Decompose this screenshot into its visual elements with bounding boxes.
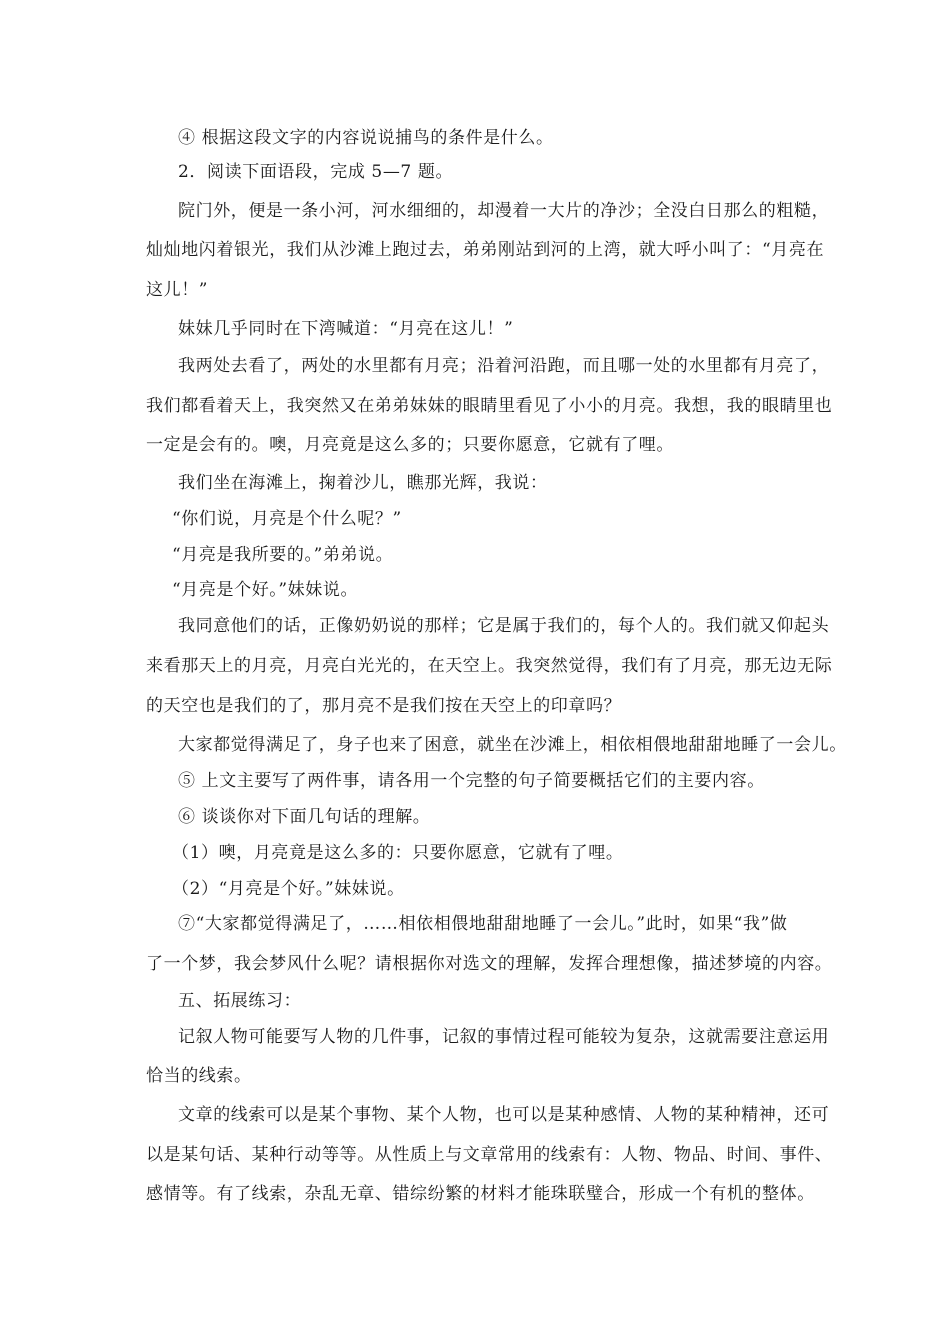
question-6-item-1: （1）噢，月亮竟是这么多的：只要你愿意，它就有了哩。 xyxy=(172,843,624,863)
paragraph-line: 灿灿地闪着银光，我们从沙滩上跑过去，弟弟刚站到河的上湾，就大呼小叫了：“月亮在 xyxy=(146,240,825,260)
paragraph-line: 恰当的线索。 xyxy=(146,1066,252,1086)
paragraph-line: 这儿！” xyxy=(146,280,209,300)
paragraph-line: 大家都觉得满足了，身子也来了困意，就坐在沙滩上，相依相偎地甜甜地睡了一会儿。 xyxy=(178,735,847,755)
question-6-item-2: （2）“月亮是个好。”妹妹说。 xyxy=(172,879,405,899)
dialogue-line: “月亮是我所要的。”弟弟说。 xyxy=(172,545,394,565)
paragraph-line: 我们坐在海滩上，掬着沙儿，瞧那光辉，我说： xyxy=(178,473,548,493)
question-4: ④ 根据这段文字的内容说说捕鸟的条件是什么。 xyxy=(178,128,554,148)
paragraph-line: 记叙人物可能要写人物的几件事，记叙的事情过程可能较为复杂，这就需要注意运用 xyxy=(178,1027,830,1047)
question-7-continued: 了一个梦，我会梦风什么呢？请根据你对选文的理解，发挥合理想像，描述梦境的内容。 xyxy=(146,954,833,974)
question-5: ⑤ 上文主要写了两件事，请各用一个完整的句子简要概括它们的主要内容。 xyxy=(178,771,765,791)
paragraph-line: 的天空也是我们的了，那月亮不是我们按在天空上的印章吗？ xyxy=(146,696,622,716)
paragraph-line: 我两处去看了，两处的水里都有月亮；沿着河沿跑，而且哪一处的水里都有月亮了， xyxy=(178,356,830,376)
dialogue-line: “月亮是个好。”妹妹说。 xyxy=(172,580,359,600)
paragraph-line: 一定是会有的。噢，月亮竟是这么多的；只要你愿意，它就有了哩。 xyxy=(146,435,674,455)
paragraph-line: 以是某句话、某种行动等等。从性质上与文章常用的线索有：人物、物品、时间、事件、 xyxy=(146,1145,833,1165)
section-2-heading: 2．阅读下面语段，完成 5—7 题。 xyxy=(178,162,454,182)
paragraph-line: 院门外，便是一条小河，河水细细的，却漫着一大片的净沙；全没白日那么的粗糙， xyxy=(178,201,830,221)
paragraph-line: 文章的线索可以是某个事物、某个人物，也可以是某种感情、人物的某种精神，还可 xyxy=(178,1105,830,1125)
paragraph-line: 妹妹几乎同时在下湾喊道：“月亮在这儿！” xyxy=(178,319,514,339)
question-7: ⑦“大家都觉得满足了，……相依相偎地甜甜地睡了一会儿。”此时，如果“我”做 xyxy=(178,914,788,934)
section-5-heading: 五、拓展练习： xyxy=(178,991,302,1011)
paragraph-line: 我们都看着天上，我突然又在弟弟妹妹的眼睛里看见了小小的月亮。我想，我的眼睛里也 xyxy=(146,396,833,416)
dialogue-line: “你们说，月亮是个什么呢？” xyxy=(172,509,402,529)
paragraph-line: 感情等。有了线索，杂乱无章、错综纷繁的材料才能珠联璧合，形成一个有机的整体。 xyxy=(146,1184,815,1204)
paragraph-line: 我同意他们的话，正像奶奶说的那样；它是属于我们的，每个人的。我们就又仰起头 xyxy=(178,616,830,636)
question-6: ⑥ 谈谈你对下面几句话的理解。 xyxy=(178,807,431,827)
paragraph-line: 来看那天上的月亮，月亮白光光的，在天空上。我突然觉得，我们有了月亮，那无边无际 xyxy=(146,656,833,676)
